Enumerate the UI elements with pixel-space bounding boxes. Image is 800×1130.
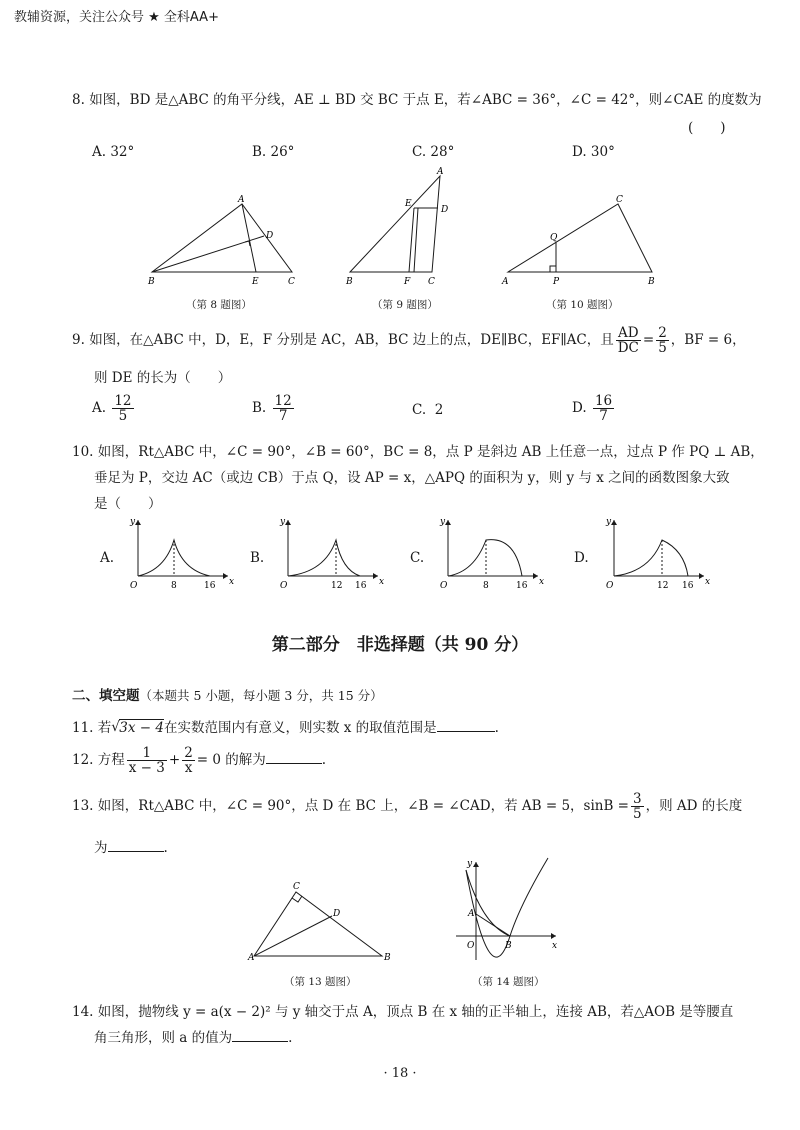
label-d: D xyxy=(333,909,341,919)
question-number: 9. xyxy=(72,332,85,348)
graph-d-end: 16 xyxy=(682,581,694,591)
graph-d-x-label: x xyxy=(705,577,711,587)
graph-b-y-label: y xyxy=(280,517,286,527)
fill-heading: 二、填空题（本题共 5 小题，每小题 3 分，共 15 分） xyxy=(72,688,383,704)
option-d: D. $\frac{16}{7}$ xyxy=(572,393,613,424)
label-a: A xyxy=(502,277,509,287)
graph-b-label: B. xyxy=(250,550,265,566)
graph-d-label: D. xyxy=(574,550,589,566)
graph-c-y-label: y xyxy=(440,517,446,527)
label-b: B xyxy=(148,277,155,287)
label-o: O xyxy=(467,941,475,951)
label-f: F xyxy=(404,277,411,287)
graph-c-x-label: x xyxy=(539,577,545,587)
fraction-2-5: $\frac{2}{5}$ xyxy=(658,325,667,356)
radical: √ 3x − 4 xyxy=(111,719,164,736)
option-b: B. 26° xyxy=(252,144,295,160)
figure-13-caption: （第 13 题图） xyxy=(284,976,357,988)
option-c: C. 28° xyxy=(412,144,455,160)
question-10-line3: 是（ ） xyxy=(94,496,162,512)
graph-c-label: C. xyxy=(410,550,425,566)
option-c: C. 2 xyxy=(412,402,444,418)
figure-8-caption: （第 8 题图） xyxy=(186,299,252,311)
label-a: A xyxy=(248,953,255,963)
option-a: A. $\frac{12}{5}$ xyxy=(92,393,132,424)
label-a: A xyxy=(238,195,245,205)
label-b: B xyxy=(384,953,391,963)
figure-10-caption: （第 10 题图） xyxy=(546,299,619,311)
label-c: C xyxy=(293,882,300,892)
label-b: B xyxy=(648,277,655,287)
label-y: y xyxy=(467,859,473,869)
label-p: P xyxy=(553,277,560,287)
question-10-line2: 垂足为 P，交边 AC（或边 CB）于点 Q，设 AP = x，△APQ 的面积为 y，则 y 与 x 之间的函数图象大致 xyxy=(94,470,730,486)
label-b: B xyxy=(505,941,512,951)
label-a: A xyxy=(468,909,475,919)
graph-a-x-label: x xyxy=(229,577,235,587)
question-13: 13. 如图，Rt△ABC 中，∠C = 90°，点 D 在 BC 上，∠B = ∠CAD，若 AB = 5，sinB = $\frac{3}{5}$ ，则 AD 的长度 xyxy=(72,791,743,822)
fraction-ad-dc: $\frac{AD}{DC}$ xyxy=(617,325,639,356)
graph-d-y-label: y xyxy=(606,517,612,527)
page-header: 教辅资源，关注公众号 ★ 全科AA+ xyxy=(14,10,219,25)
graph-a-origin: O xyxy=(130,581,138,591)
figure-14-caption: （第 14 题图） xyxy=(472,976,545,988)
label-q: Q xyxy=(550,233,558,243)
figure-9-caption: （第 9 题图） xyxy=(372,299,438,311)
graph-a-y-label: y xyxy=(130,517,136,527)
question-text: 如图，在△ABC 中，D，E，F 分别是 AC，AB，BC 边上的点，DE∥BC，EF∥AC，且 xyxy=(89,332,614,348)
section-title: 第二部分 非选择题（共 90 分） xyxy=(271,635,529,655)
label-e: E xyxy=(405,199,412,209)
question-14: 14. 如图，抛物线 y = a(x − 2)² 与 y 轴交于点 A，顶点 B 在 x 轴的正半轴上，连接 AB，若△AOB 是等腰直 xyxy=(72,1004,734,1020)
graph-c-end: 16 xyxy=(516,581,528,591)
question-number: 11. xyxy=(72,720,94,736)
label-e: E xyxy=(252,277,259,287)
question-text: 如图，Rt△ABC 中，∠C = 90°，∠B = 60°，BC = 8，点 P 是斜边 AB 上任意一点，过点 P 作 PQ ⊥ AB， xyxy=(97,444,764,460)
graph-a-peak: 8 xyxy=(171,581,177,591)
page-number: · 18 · xyxy=(383,1066,417,1081)
question-number: 10. xyxy=(72,444,94,460)
graph-d-origin: O xyxy=(606,581,614,591)
question-9: 9. 如图，在△ABC 中，D，E，F 分别是 AC，AB，BC 边上的点，DE∥BC，EF∥AC，且 $\frac{AD}{DC}$ = $\frac{2}{5}$ ，BF = 6， xyxy=(72,325,746,356)
label-a: A xyxy=(437,167,444,177)
label-d: D xyxy=(266,231,274,241)
question-12: 12. 方程 $\frac{1}{x - 3}$ + $\frac{2}{x}$ = 0 的解为 . xyxy=(72,745,327,776)
answer-paren: ( ) xyxy=(688,120,726,136)
question-number: 14. xyxy=(72,1004,94,1020)
question-number: 8. xyxy=(72,92,85,108)
label-d: D xyxy=(441,205,449,215)
option-b: B. $\frac{12}{7}$ xyxy=(252,393,292,424)
question-9-line2: 则 DE 的长为（ ） xyxy=(94,370,232,386)
label-c: C xyxy=(428,277,435,287)
question-14-line2: 角三角形，则 a 的值为 . xyxy=(94,1030,293,1046)
graph-a-end: 16 xyxy=(204,581,216,591)
label-b: B xyxy=(346,277,353,287)
question-13-line2: 为 . xyxy=(94,840,168,856)
graph-a-label: A. xyxy=(100,550,115,566)
graph-c-origin: O xyxy=(440,581,448,591)
label-x: x xyxy=(552,941,558,951)
question-11: 11. 若 √ 3x − 4在实数范围内有意义，则实数 x 的取值范围是 . xyxy=(72,719,499,736)
question-number: 12. xyxy=(72,752,94,768)
question-number: 13. xyxy=(72,798,94,814)
graph-c-peak: 8 xyxy=(483,581,489,591)
graph-b-end: 16 xyxy=(355,581,367,591)
answer-blank xyxy=(232,1041,288,1042)
label-c: C xyxy=(616,195,623,205)
graph-b-origin: O xyxy=(280,581,288,591)
graph-b-x-label: x xyxy=(379,577,385,587)
graph-b-peak: 12 xyxy=(331,581,343,591)
label-c: C xyxy=(288,277,295,287)
option-d: D. 30° xyxy=(572,144,615,160)
question-text: 如图，BD 是△ABC 的角平分线，AE ⊥ BD 交 BC 于点 E，若∠ABC = 36°，∠C = 42°，则∠CAE 的度数为 xyxy=(89,92,762,108)
graph-d-peak: 12 xyxy=(657,581,669,591)
option-a: A. 32° xyxy=(92,144,135,160)
